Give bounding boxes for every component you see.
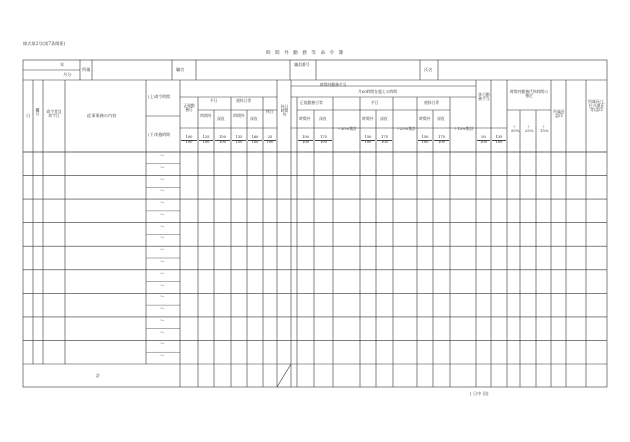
rate-4: $\frac{135}{100}$ xyxy=(232,136,246,145)
col-regular: 正規勤務日 xyxy=(183,103,195,112)
time-range-tilde: 〜 xyxy=(160,224,165,230)
rate-14: $\frac{135}{100}$ xyxy=(492,136,506,145)
time-range-tilde: 〜 xyxy=(160,212,165,218)
time-range-tilde: 〜 xyxy=(160,260,165,265)
rate-12: $\frac{175}{100}$ xyxy=(434,136,449,145)
rate-10: $\frac{175}{100}$ xyxy=(377,136,392,145)
time-range-tilde: 〜 xyxy=(160,189,165,195)
position-label: 職名 xyxy=(176,67,185,72)
col-night-c: 深夜 xyxy=(437,116,445,121)
time-range-tilde: 〜 xyxy=(160,271,165,277)
time-range-tilde: 〜 xyxy=(160,295,165,301)
time-range-tilde: 〜 xyxy=(160,354,165,360)
rate-11: $\frac{150}{100}$ xyxy=(418,136,432,145)
col-orderer: 命令者及命令日 xyxy=(46,109,62,118)
staff-number-label: 職員番号 xyxy=(294,62,310,67)
col-ordered-time: (上)命令時間 xyxy=(148,94,170,99)
time-range-tilde: 〜 xyxy=(160,177,165,183)
rate-6: $\frac{25}{100}$ xyxy=(264,136,276,145)
col-holiday-work: 週休日等 xyxy=(236,98,252,103)
rate-9: $\frac{150}{100}$ xyxy=(361,136,375,145)
time-range-tilde: 〜 xyxy=(160,342,165,348)
col-approver2: 所属長(上位の課長等)認印 xyxy=(588,99,605,112)
time-range-tilde: 〜 xyxy=(160,330,165,336)
col-ot-a: 時間外 xyxy=(299,116,311,121)
col-holiday-pay: 休日勤務手当 xyxy=(478,92,490,101)
col-holiday2: 週休日等 xyxy=(424,100,440,105)
col-night-a: 深夜 xyxy=(319,116,327,121)
rate-3: $\frac{150}{100}$ xyxy=(215,136,230,145)
col-plus15: ＋15%集計 xyxy=(453,126,474,131)
form-title: 時 間 外 勤 務 等 命 令 簿 xyxy=(266,51,345,56)
col-night: 深夜 xyxy=(217,116,225,121)
col-weekday: 曜日 xyxy=(35,108,41,116)
col-regular2: 正規勤務日等 xyxy=(300,100,323,105)
col-work: 従事事務の内容 xyxy=(87,113,117,118)
col-over60-group: 月60時間を超える時間 xyxy=(358,89,398,94)
rate-8: $\frac{175}{100}$ xyxy=(315,136,332,145)
time-range-tilde: 〜 xyxy=(160,318,165,324)
time-range-tilde: 〜 xyxy=(160,283,165,289)
col-weekday2: 平日 xyxy=(371,100,379,105)
form-label: 様式第2号(第7条関係) xyxy=(23,41,66,46)
year-label: 年 xyxy=(60,62,65,67)
col-plus50: ＋50%集計 xyxy=(337,126,357,131)
rate-5: $\frac{160}{100}$ xyxy=(248,136,262,145)
col-ot-b: 時間外 xyxy=(362,116,374,121)
col-overtime2: 時間外 xyxy=(233,113,245,118)
month-label: 月分 xyxy=(63,72,72,77)
rate-13: $\frac{50}{100}$ xyxy=(477,136,490,145)
col-substitute-leave: 時間外勤務代休時間の指定 xyxy=(510,89,548,98)
col-weekday-work: 平日 xyxy=(210,98,218,103)
col-approver: 所属長認印 xyxy=(553,109,565,118)
col-overtime-group: 時間外勤務手当 xyxy=(320,82,347,87)
col-holiday-ot: 休日時間外 xyxy=(280,104,289,117)
col-night2: 深夜 xyxy=(250,116,258,121)
time-range-tilde: 〜 xyxy=(160,154,165,159)
col-day: 日 xyxy=(26,113,31,118)
col-overtime: 時間外 xyxy=(200,113,212,118)
col-plus25: ＋25%集計 xyxy=(396,126,416,131)
col-s50: ＋50% xyxy=(511,124,520,133)
col-ot-c: 時間外 xyxy=(419,116,431,121)
rate-1: $\frac{100}{100}$ xyxy=(181,136,197,145)
col-s15: ＋15% xyxy=(540,124,549,133)
col-night-b: 深夜 xyxy=(380,116,388,121)
col-s25: ＋25% xyxy=(525,124,534,133)
time-range-tilde: 〜 xyxy=(160,236,165,242)
time-range-tilde: 〜 xyxy=(160,201,165,207)
rate-7: $\frac{150}{100}$ xyxy=(298,136,313,145)
footer-note: ( 日中 回) xyxy=(470,391,489,396)
rate-2: $\frac{125}{100}$ xyxy=(199,136,213,145)
time-range-tilde: 〜 xyxy=(160,307,165,313)
affiliation-label: 所属 xyxy=(82,67,91,72)
total-label: 計 xyxy=(96,373,101,378)
name-label: 氏名 xyxy=(424,67,433,72)
col-holiday: 休日 xyxy=(266,109,274,114)
col-actual-time: (下)実施時間 xyxy=(148,132,170,137)
time-range-tilde: 〜 xyxy=(160,248,165,254)
time-range-tilde: 〜 xyxy=(160,165,165,171)
